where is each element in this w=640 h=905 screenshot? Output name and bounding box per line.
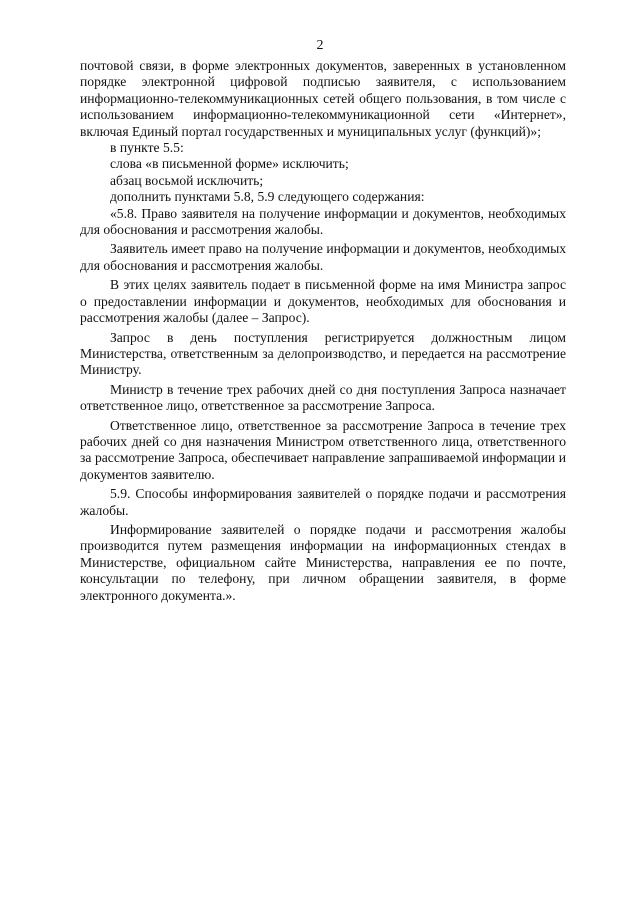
paragraph-2: в пункте 5.5: xyxy=(110,140,184,156)
paragraph-4: абзац восьмой исключить; xyxy=(110,172,264,188)
paragraph-1: почтовой связи, в форме электронных документов, заверенных в установленном порядке электронной цифровой подписью заявителя, с использованием информационно-телекоммуникационных сетей общего пользования, в том числе с использованием информационно-телекоммуникационной сети «Интернет», включая Единый портал государственных и муниципальных услуг (функций)»; xyxy=(80,58,566,139)
paragraph-6: «5.8. Право заявителя на получение информации и документов, необходимых для обоснования и рассмотрения жалобы. xyxy=(80,205,566,238)
paragraph-3: слова «в письменной форме» исключить; xyxy=(110,156,349,172)
paragraph-9: Запрос в день поступления регистрируется должностным лицом Министерства, ответственным за делопроизводство, и передается на рассмотрение Министру. xyxy=(80,329,566,378)
paragraph-12: 5.9. Способы информирования заявителей о порядке подачи и рассмотрения жалобы. xyxy=(80,486,566,518)
document-body xyxy=(80,58,566,604)
paragraph-8: В этих целях заявитель подает в письменной форме на имя Министра запрос о предоставлении информации и документов, необходимых для обоснования и рассмотрения жалобы (далее – Запрос). xyxy=(80,277,566,326)
paragraph-5: дополнить пунктами 5.8, 5.9 следующего содержания: xyxy=(110,189,425,205)
paragraph-10: Министр в течение трех рабочих дней со дня поступления Запроса назначает ответственное лицо, ответственное за рассмотрение Запроса. xyxy=(80,381,566,414)
paragraph-11: Ответственное лицо, ответственное за рассмотрение Запроса в течение трех рабочих дней со дня назначения Министром ответственного лица, ответственного за рассмотрение Запроса, обеспечивает направление запрашиваемой информации и документов заявителю. xyxy=(80,417,566,482)
paragraph-7: Заявитель имеет право на получение информации и документов, необходимых для обоснования и рассмотрения жалобы. xyxy=(80,241,566,273)
page-number: 2 xyxy=(316,38,324,53)
paragraph-13: Информирование заявителей о порядке подачи и рассмотрения жалобы производится путем размещения информации на информационных стендах в Министерстве, официальном сайте Министерства, направления ее по почте, консультации по телефону, при личном обращении заявителя, в форме электронного документа.». xyxy=(80,521,566,603)
